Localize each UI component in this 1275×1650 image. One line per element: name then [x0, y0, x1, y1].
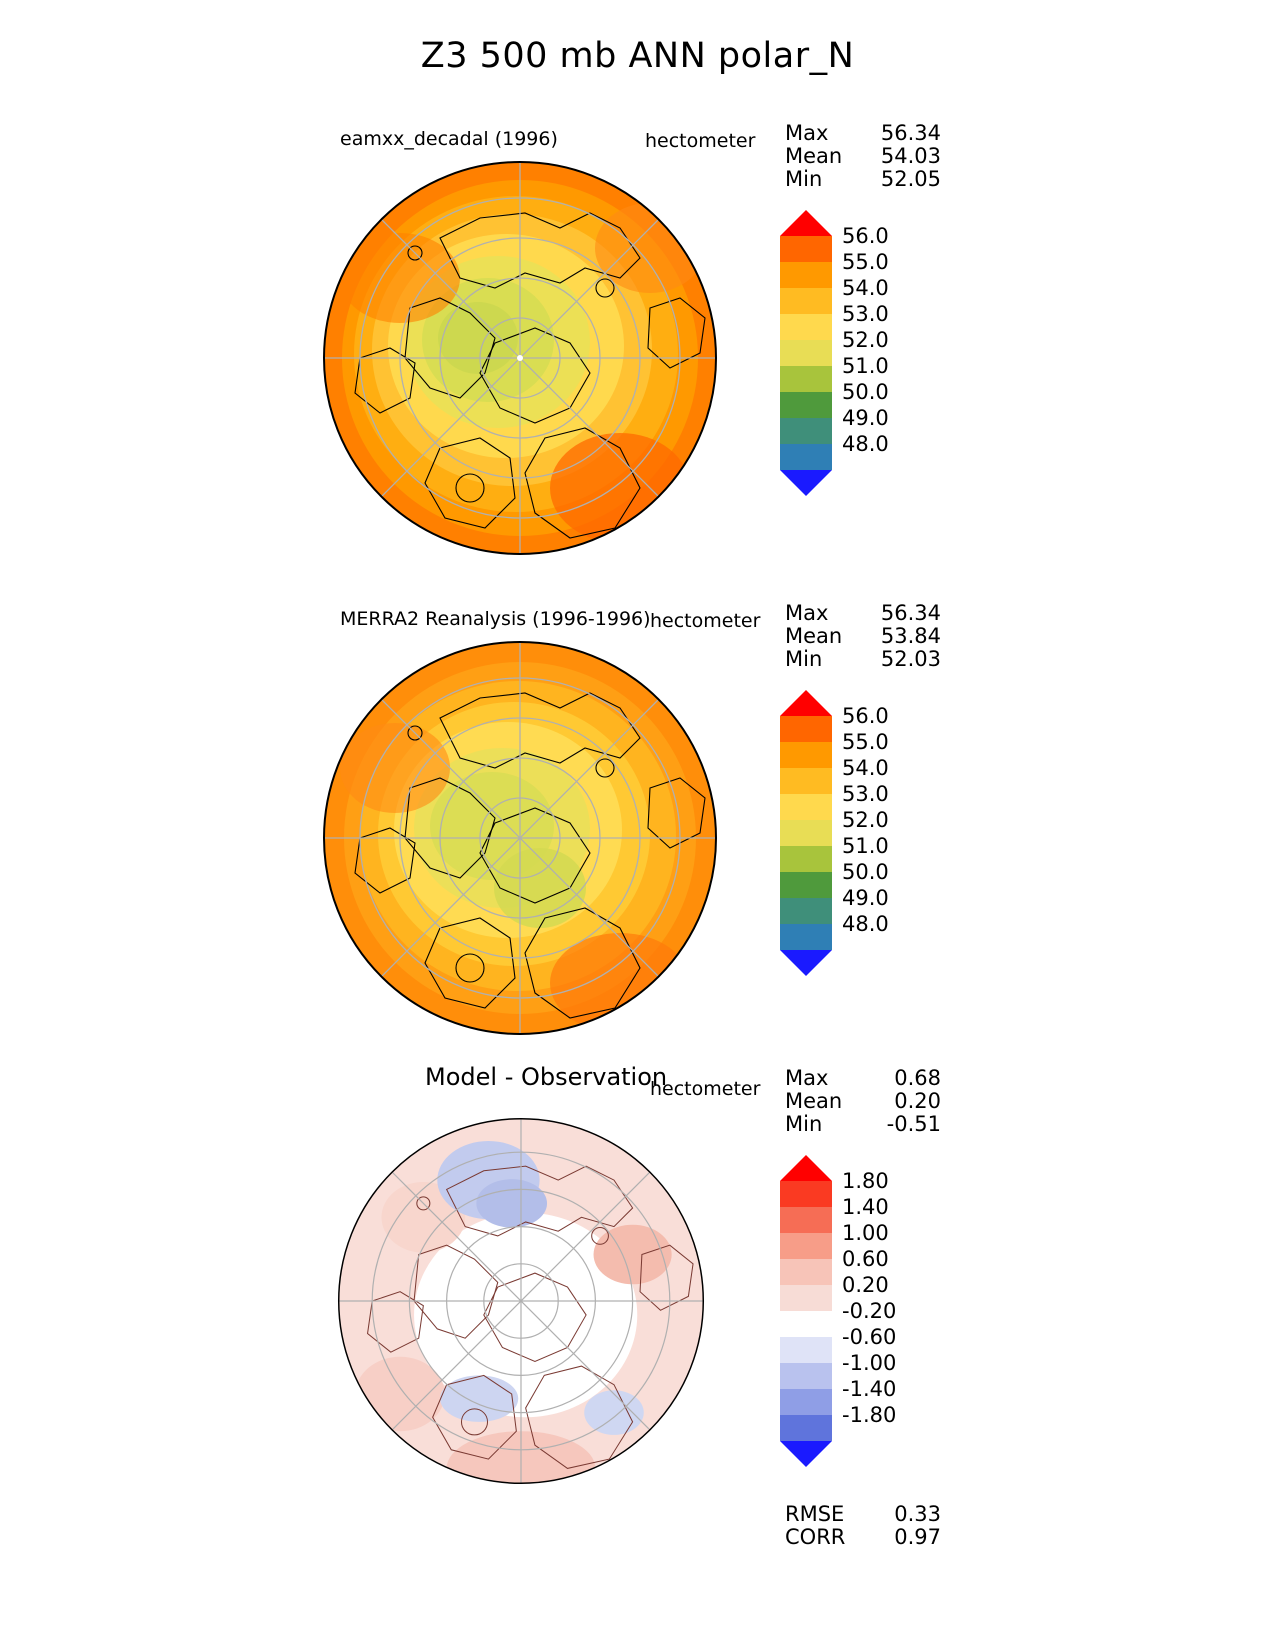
stat-value: 52.03 — [880, 647, 941, 671]
stat-value: -0.51 — [886, 1112, 941, 1136]
colorbar-segment — [780, 444, 832, 470]
stat-value: 0.20 — [894, 1089, 941, 1113]
colorbar-tick: 54.0 — [842, 756, 889, 780]
colorbar-segment — [780, 1363, 832, 1389]
stat-key: Min — [785, 647, 823, 671]
colorbar-segment — [780, 1233, 832, 1259]
units-label-observation: hectometer — [650, 610, 761, 632]
colorbar-segment — [780, 1181, 832, 1207]
colorbar-labels-observation — [842, 703, 889, 937]
colorbar-tick: 48.0 — [842, 432, 889, 456]
panel-difference — [0, 1055, 1275, 1595]
colorbar-segment — [780, 1207, 832, 1233]
panel-title-model: eamxx_decadal (1996) — [340, 128, 558, 150]
colorbar-cap-bottom — [780, 950, 832, 976]
stat-value: 56.34 — [880, 121, 941, 145]
colorbar-tick: 53.0 — [842, 302, 889, 326]
colorbar-tick: 54.0 — [842, 276, 889, 300]
colorbar-tick: 51.0 — [842, 834, 889, 858]
colorbar-segment — [780, 262, 832, 288]
colorbar-segment — [780, 1415, 832, 1441]
colorbar-segment — [780, 716, 832, 742]
colorbar-segment — [780, 924, 832, 950]
colorbar-cap-top — [780, 1155, 832, 1181]
colorbar-tick: 52.0 — [842, 808, 889, 832]
colorbar-tick: 1.40 — [842, 1195, 889, 1219]
colorbar-segment — [780, 1337, 832, 1363]
colorbar-difference — [780, 1155, 832, 1467]
polar-map-difference — [335, 1115, 707, 1487]
colorbar-segment — [780, 768, 832, 794]
colorbar-segment — [780, 846, 832, 872]
footer-stat-value: 0.97 — [894, 1525, 941, 1549]
colorbar-segment — [780, 1389, 832, 1415]
colorbar-segment — [780, 1259, 832, 1285]
colorbar-cap-bottom — [780, 1441, 832, 1467]
stat-key: Max — [785, 601, 829, 625]
stat-key: Min — [785, 167, 823, 191]
colorbar-segment — [780, 366, 832, 392]
colorbar-tick: -1.40 — [842, 1377, 897, 1401]
colorbar-segment — [780, 794, 832, 820]
stat-value: 53.84 — [880, 624, 941, 648]
footer-stat-key: RMSE — [785, 1502, 845, 1526]
colorbar-segment — [780, 392, 832, 418]
colorbar-tick: 55.0 — [842, 730, 889, 754]
stat-key: Mean — [785, 144, 843, 168]
polar-map-observation — [320, 638, 720, 1038]
footer-stat-key: CORR — [785, 1525, 846, 1549]
panel-observation — [0, 590, 1275, 1060]
colorbar-tick: 56.0 — [842, 704, 889, 728]
colorbar-labels-model — [842, 223, 889, 457]
units-label-difference: hectometer — [650, 1078, 761, 1100]
colorbar-segment — [780, 236, 832, 262]
colorbar-tick: 56.0 — [842, 224, 889, 248]
colorbar-tick: 49.0 — [842, 886, 889, 910]
units-label-model: hectometer — [645, 130, 756, 152]
stat-value: 0.68 — [894, 1066, 941, 1090]
colorbar-segment — [780, 340, 832, 366]
globe-svg-model — [320, 158, 720, 558]
globe-svg-difference — [335, 1115, 707, 1487]
colorbar-segment — [780, 872, 832, 898]
colorbar-segment — [780, 314, 832, 340]
colorbar-tick: -0.60 — [842, 1325, 897, 1349]
colorbar-tick: -1.80 — [842, 1403, 897, 1427]
colorbar-segment — [780, 898, 832, 924]
colorbar-segment — [780, 1285, 832, 1311]
colorbar-cap-top — [780, 690, 832, 716]
colorbar-tick: 0.60 — [842, 1247, 889, 1271]
colorbar-tick: 55.0 — [842, 250, 889, 274]
stat-key: Mean — [785, 1089, 843, 1113]
footer-stats-difference — [785, 1503, 941, 1549]
colorbar-tick: 52.0 — [842, 328, 889, 352]
colorbar-segment — [780, 288, 832, 314]
colorbar-tick: 1.80 — [842, 1169, 889, 1193]
stat-key: Min — [785, 1112, 823, 1136]
colorbar-tick: 51.0 — [842, 354, 889, 378]
colorbar-tick: 1.00 — [842, 1221, 889, 1245]
colorbar-segment — [780, 1311, 832, 1337]
stat-value: 56.34 — [880, 601, 941, 625]
stat-key: Max — [785, 1066, 829, 1090]
globe-svg-observation — [320, 638, 720, 1038]
colorbar-tick: -1.00 — [842, 1351, 897, 1375]
stats-observation — [785, 602, 941, 671]
colorbar-cap-top — [780, 210, 832, 236]
stat-value: 54.03 — [880, 144, 941, 168]
colorbar-tick: 50.0 — [842, 860, 889, 884]
page-title: Z3 500 mb ANN polar_N — [420, 36, 855, 76]
colorbar-tick: 49.0 — [842, 406, 889, 430]
colorbar-model — [780, 210, 832, 496]
polar-map-model — [320, 158, 720, 558]
colorbar-tick: 48.0 — [842, 912, 889, 936]
colorbar-segment — [780, 418, 832, 444]
colorbar-tick: 53.0 — [842, 782, 889, 806]
stat-value: 52.05 — [880, 167, 941, 191]
panel-model — [0, 110, 1275, 580]
stat-key: Mean — [785, 624, 843, 648]
colorbar-labels-difference — [842, 1168, 896, 1428]
colorbar-segment — [780, 742, 832, 768]
stats-difference — [785, 1067, 941, 1136]
panel-title-observation: MERRA2 Reanalysis (1996-1996) — [340, 608, 651, 630]
colorbar-cap-bottom — [780, 470, 832, 496]
colorbar-tick: -0.20 — [842, 1299, 897, 1323]
colorbar-tick: 50.0 — [842, 380, 889, 404]
panel-title-difference: Model - Observation — [425, 1063, 668, 1091]
footer-stat-value: 0.33 — [894, 1502, 941, 1526]
colorbar-segment — [780, 820, 832, 846]
colorbar-observation — [780, 690, 832, 976]
stats-model — [785, 122, 941, 191]
colorbar-tick: 0.20 — [842, 1273, 889, 1297]
stat-key: Max — [785, 121, 829, 145]
